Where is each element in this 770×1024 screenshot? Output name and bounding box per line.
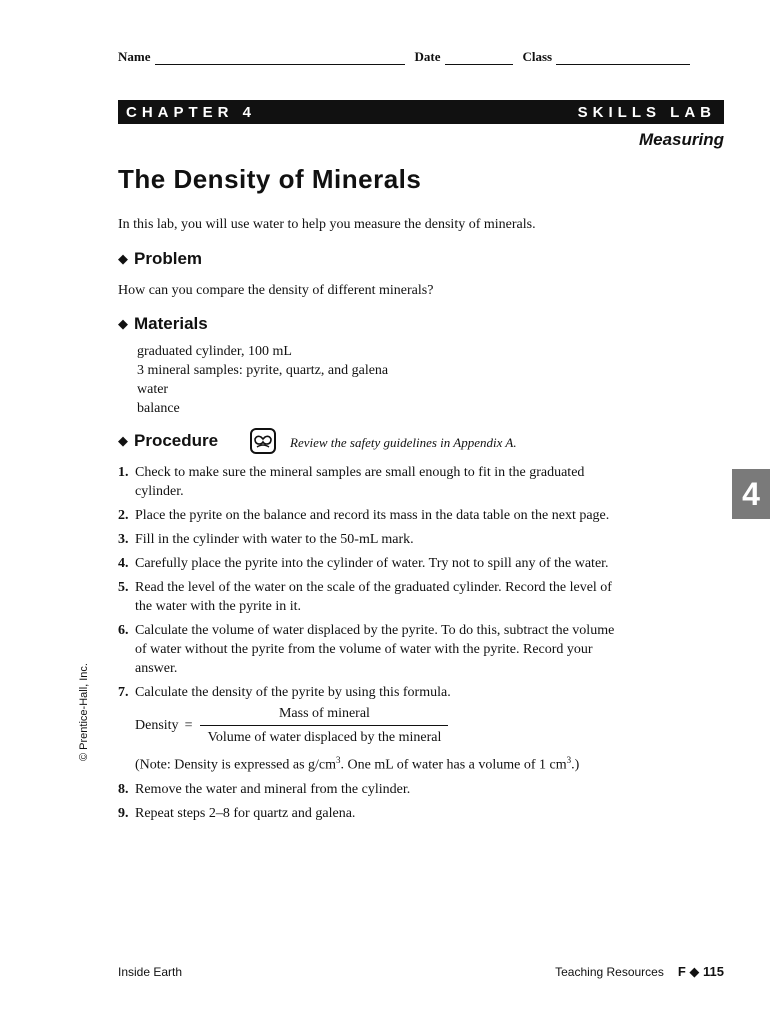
list-item: [118, 804, 628, 823]
step-number: 7.: [118, 685, 129, 700]
note-text: (Note: Density is expressed as g/cm: [135, 757, 337, 773]
page-number: F ◆ 115: [677, 964, 724, 979]
step-text: Carefully place the pyrite into the cylinder of water. Try not to spill any of the water.: [135, 556, 609, 571]
list-item: 3 mineral samples: pyrite, quartz, and galena: [137, 363, 389, 378]
intro-text: In this lab, you will use water to help you measure the density of minerals.: [118, 217, 536, 232]
list-item: [118, 780, 628, 799]
step-number: 6.: [118, 623, 129, 638]
note-text: .): [571, 757, 580, 773]
note-superscript: 3: [336, 755, 341, 765]
list-item: graduated cylinder, 100 mL: [137, 344, 292, 359]
step-number: 5.: [118, 580, 129, 595]
procedure-heading-label: Procedure: [134, 431, 219, 450]
step-number: 8.: [118, 781, 129, 797]
procedure-steps: [118, 463, 628, 828]
note-text: . One mL of water has a volume of 1 cm: [340, 757, 567, 773]
step-text: [135, 683, 628, 778]
step-number: 2.: [118, 508, 129, 523]
step-text: Place the pyrite on the balance and record its mass in the data table on the next page.: [135, 508, 610, 523]
step-number: 9.: [118, 805, 129, 821]
list-item: [118, 621, 628, 678]
step-number: 3.: [118, 532, 129, 547]
formula-lhs: Density: [135, 718, 179, 733]
list-item: [118, 506, 628, 525]
date-label: Date: [414, 49, 441, 64]
list-item: [118, 683, 628, 778]
density-note: [135, 751, 628, 775]
header-fields: [118, 49, 724, 65]
safety-goggles-icon: [250, 428, 276, 454]
step-text: Calculate the volume of water displaced by the pyrite. To do this, subtract the volume of water without the pyrite from the volume of water with the pyrite. Record your answer.: [135, 623, 615, 676]
name-field[interactable]: [155, 54, 405, 65]
formula-fraction: [200, 704, 448, 747]
problem-heading-label: Problem: [134, 249, 203, 268]
problem-text: How can you compare the density of different minerals?: [118, 283, 434, 298]
formula-equals: =: [184, 718, 193, 733]
formula-denominator: Volume of water displaced by the mineral: [207, 730, 442, 745]
chapter-bar: [118, 100, 724, 124]
copyright-notice: © Prentice-Hall, Inc.: [78, 663, 90, 761]
step-text: Check to make sure the mineral samples are small enough to fit in the graduated cylinder.: [135, 465, 585, 499]
procedure-heading: [118, 431, 218, 451]
diamond-icon: ◆: [118, 251, 128, 266]
skills-lab-label: SKILLS LAB: [577, 103, 716, 121]
step-text: Remove the water and mineral from the cylinder.: [135, 781, 411, 797]
chapter-tab: 4: [732, 469, 770, 519]
note-superscript: 3: [566, 755, 572, 765]
safety-note: Review the safety guidelines in Appendix A.: [290, 435, 517, 450]
step-number: 4.: [118, 556, 129, 571]
date-field[interactable]: [445, 54, 513, 65]
class-field[interactable]: [556, 54, 690, 65]
list-item: [118, 530, 628, 549]
step-text: Repeat steps 2–8 for quartz and galena.: [135, 805, 356, 821]
footer-page-info: [555, 964, 724, 980]
step-text: Fill in the cylinder with water to the 50-mL mark.: [135, 532, 414, 547]
materials-heading-label: Materials: [134, 314, 208, 333]
class-label: Class: [522, 49, 553, 64]
list-item: [118, 578, 628, 616]
list-item: balance: [137, 401, 180, 416]
diamond-icon: ◆: [118, 433, 128, 448]
list-item: [118, 554, 628, 573]
materials-list: [137, 342, 388, 418]
list-item: [118, 463, 628, 501]
step-number: 1.: [118, 465, 129, 480]
problem-heading: [118, 249, 202, 269]
footer-book-title: Inside Earth: [118, 965, 183, 979]
diamond-icon: ◆: [118, 316, 128, 331]
formula-numerator: Mass of mineral: [200, 704, 448, 726]
materials-heading: [118, 314, 208, 334]
step-text: Read the level of the water on the scale of the graduated cylinder. Record the level of the water with the pyrite in it.: [135, 580, 612, 614]
step-text-main: Calculate the density of the pyrite by using this formula.: [135, 685, 451, 700]
name-label: Name: [118, 49, 151, 64]
footer-resource-label: Teaching Resources: [555, 965, 664, 979]
list-item: water: [137, 382, 169, 397]
chapter-label: CHAPTER 4: [126, 103, 257, 121]
density-formula: [135, 704, 628, 747]
page-title: The Density of Minerals: [118, 164, 422, 194]
subtitle: Measuring: [638, 130, 724, 149]
